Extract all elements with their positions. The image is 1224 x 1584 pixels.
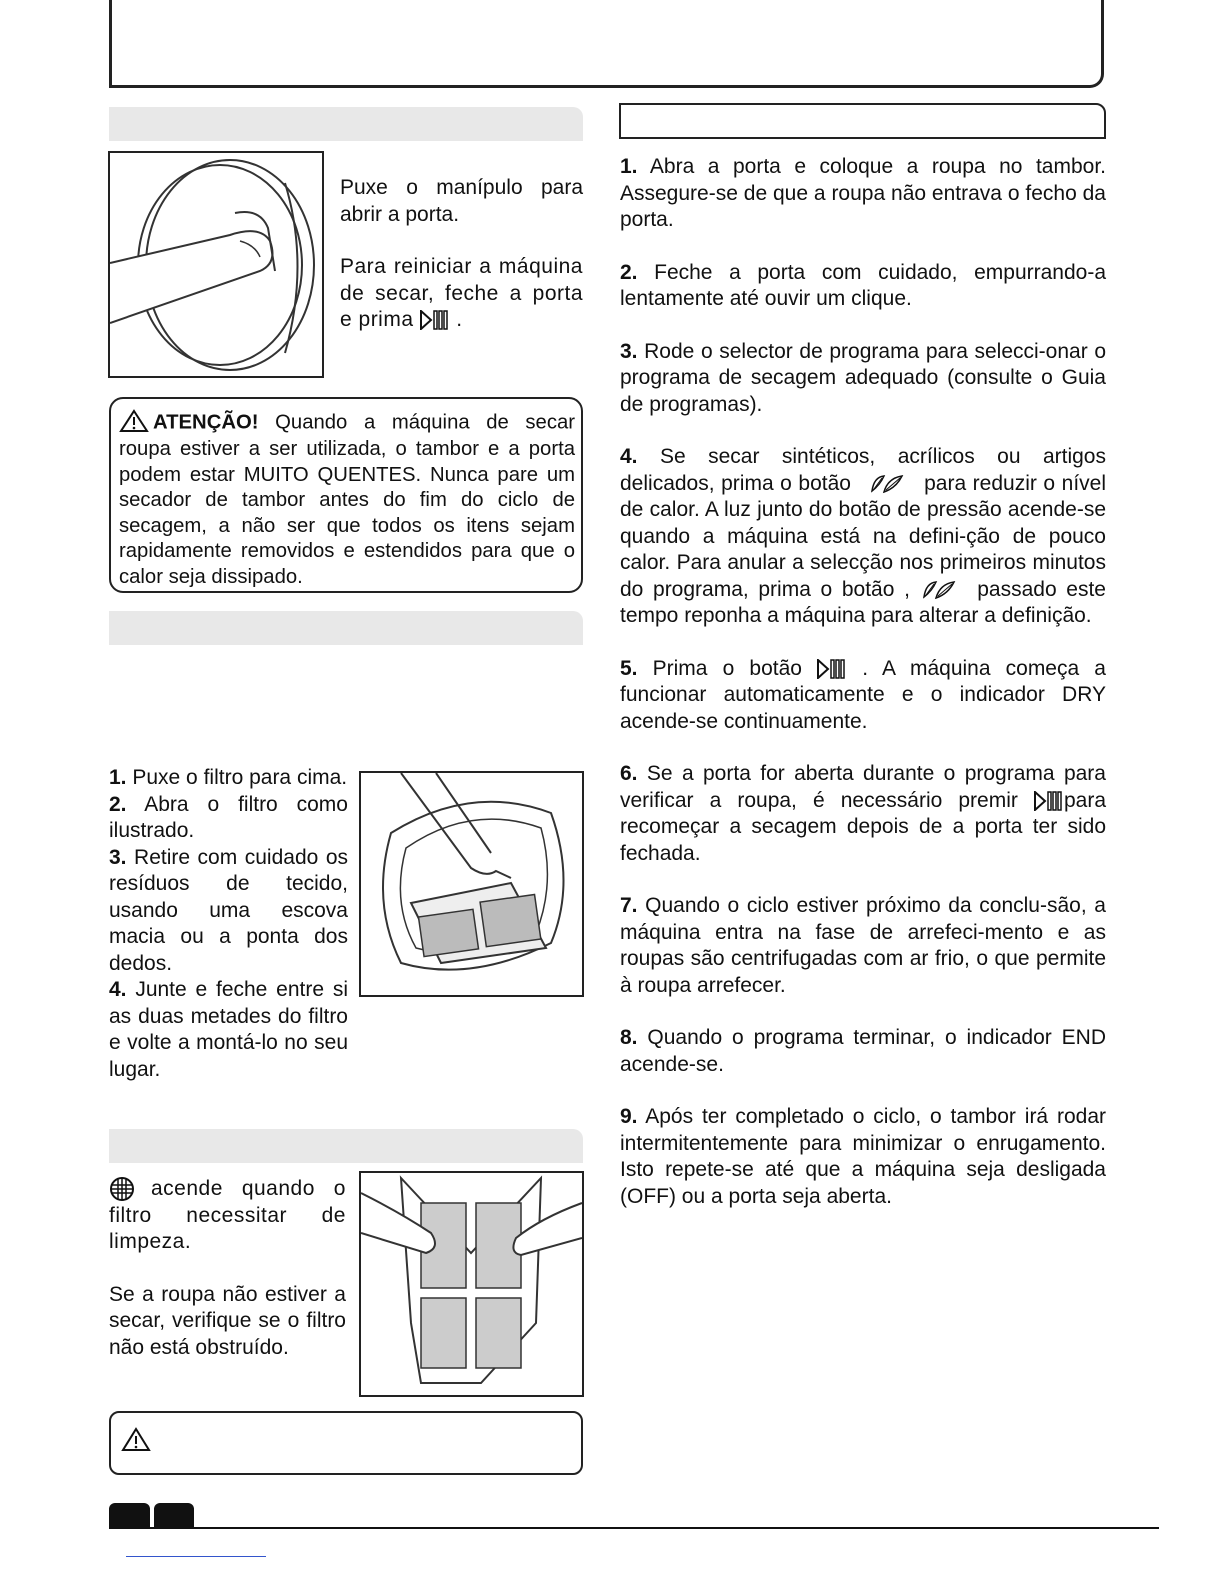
- list-item: 4. Junte e feche entre si as duas metades do filtro e volte a montá-lo no seu lugar.: [109, 978, 348, 1081]
- section-header-filter-light: [109, 1129, 583, 1163]
- section-header-filter: [109, 611, 583, 645]
- list-item: 3. Retire com cuidado os resíduos de tecido, usando uma escova macia ou a ponta dos dedos.: [109, 845, 348, 975]
- low-heat-icon: [920, 579, 960, 601]
- list-item: 2. Feche a porta com cuidado, empurrando-a lentamente até ouvir um clique.: [620, 260, 1106, 310]
- start-pause-icon: [1034, 791, 1064, 811]
- list-item: 1. Puxe o filtro para cima.: [109, 766, 348, 789]
- footer-rule: [109, 1527, 1159, 1529]
- page-tab-left: [109, 1503, 150, 1529]
- footer-link-line: [126, 1556, 266, 1557]
- section-header-operation: [619, 103, 1106, 139]
- list-item: 8. Quando o programa terminar, o indicador END acende-se.: [620, 1026, 1106, 1076]
- start-pause-icon: [817, 659, 847, 679]
- operation-steps: [620, 154, 1106, 1236]
- warning-icon: [121, 1427, 151, 1453]
- list-item: 2. Abra o filtro como ilustrado.: [109, 792, 348, 842]
- page-tab-right: [154, 1503, 194, 1529]
- filter-open-illustration: [359, 1171, 584, 1397]
- list-item: 6. Se a porta for aberta durante o programa para verificar a roupa, é necessário premir para recomeçar a secagem depois de a porta ter sido fechada.: [620, 762, 1106, 865]
- section-header-door: [109, 107, 583, 141]
- list-item: 1. Abra a porta e coloque a roupa no tambor. Assegure-se de que a roupa não entrava o fecho da porta.: [620, 155, 1106, 231]
- low-heat-icon: [868, 473, 908, 495]
- warning-icon: [119, 409, 149, 433]
- warning-box: [109, 397, 583, 593]
- page-title-frame: [109, 0, 1104, 88]
- list-item: 3. Rode o selector de programa para selecci-onar o programa de secagem adequado (consulte o Guia de programas).: [620, 339, 1106, 416]
- filter-removal-illustration: [359, 771, 584, 997]
- door-open-text: Puxe o manípulo para abrir a porta.: [340, 176, 583, 226]
- door-illustration: [108, 151, 324, 378]
- filter-icon: [109, 1176, 135, 1202]
- door-restart-text: Para reiniciar a máquina de secar, feche a porta e prima .: [340, 255, 583, 331]
- filter-steps: [109, 765, 348, 1083]
- filter-light-text: acende quando o filtro necessitar de limpeza. Se a roupa não estiver a secar, verifique se o filtro não está obstruído.: [109, 1177, 346, 1359]
- list-item: 9. Após ter completado o ciclo, o tambor irá rodar intermitentemente para minimizar o enrugamento. Isto repete-se até que a máquina seja desligada (OFF) ou a porta seja aberta.: [620, 1105, 1106, 1208]
- start-pause-icon: [420, 310, 450, 330]
- bottom-warning-box: [109, 1411, 583, 1475]
- list-item: 7. Quando o ciclo estiver próximo da conclu-são, a máquina entra na fase de arrefeci-mento e as roupas são centrifugadas com ar frio, o que permite à roupa arrefecer.: [620, 894, 1106, 997]
- list-item: 4. Se secar sintéticos, acrílicos ou artigos delicados, prima o botão para reduzir o nível de calor. A luz junto do botão de pressão acende-se quando a máquina está na defini-ção de pouco calor. Para anular a selecção nos primeiros minutos do programa, prima o botão , passado este tempo reponha a máquina para alterar a definição.: [620, 445, 1107, 627]
- warning-text: ATENÇÃO! Quando a máquina de secar roupa estiver a ser utilizada, o tambor e a porta podem estar MUITO QUENTES. Nunca pare um secador de tambor antes do fim do ciclo de secagem, a não ser que todos os itens sejam rapidamente removidos e estendidos para que o calor seja dissipado.: [119, 409, 575, 591]
- list-item: 5. Prima o botão . A máquina começa a funcionar automaticamente e o indicador DRY acende-se continuamente.: [620, 656, 1106, 733]
